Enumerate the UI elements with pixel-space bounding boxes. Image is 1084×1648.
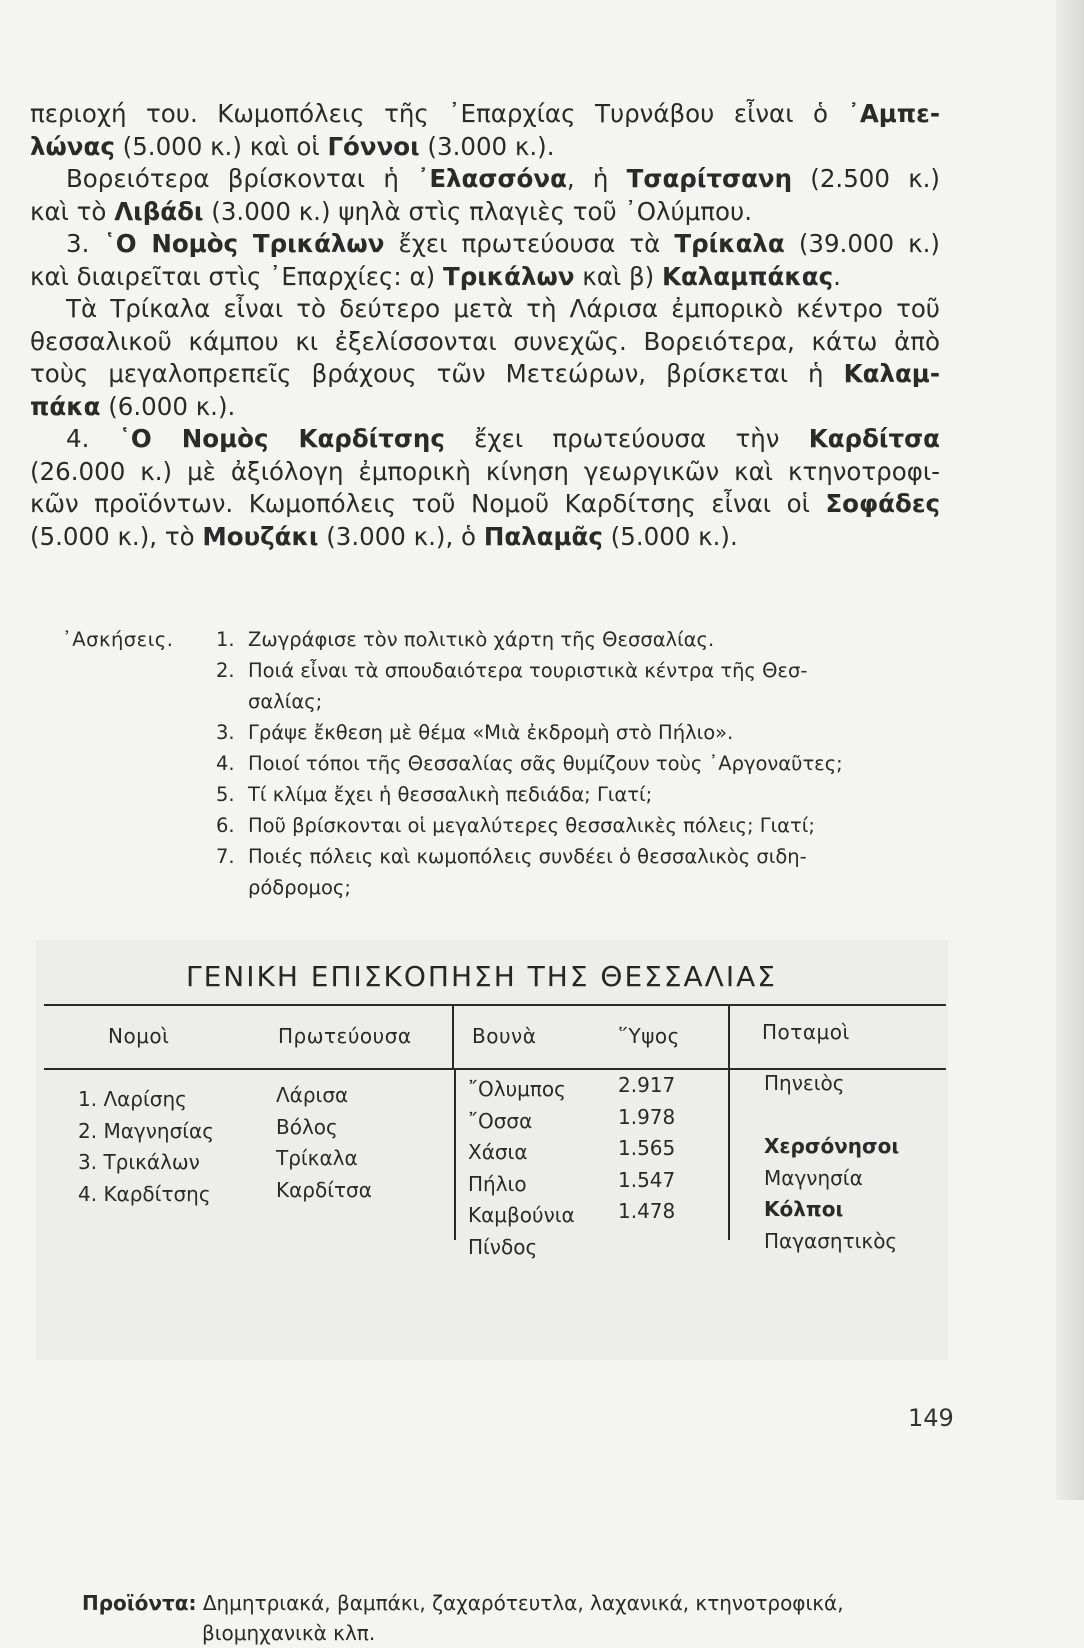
text-line: Βορειότερα βρίσκονται ἡ ᾿Ελασσόνα, ἡ Τσαρίτσανη (2.500 κ.) (66, 164, 940, 193)
list-item: Καρδίτσα (276, 1177, 372, 1202)
text-line: πάκα (6.000 κ.). (30, 391, 236, 421)
header-prefectures: Νομοὶ (108, 1024, 170, 1048)
prefectures-column (78, 1084, 214, 1210)
summary-title: ΓΕΝΙΚΗ ΕΠΙΣΚΟΠΗΣΗ ΤΗΣ ΘΕΣΣΑΛΙΑΣ (186, 960, 777, 993)
header-mountains: Βουνὰ (472, 1024, 537, 1048)
table-divider (728, 1068, 730, 1240)
list-item: Πήλιο (468, 1171, 527, 1196)
text-line: (5.000 κ.), τὸ Μουζάκι (3.000 κ.), ὁ Παλαμᾶς (5.000 κ.). (30, 521, 738, 551)
gulf-name: Παγασητικὸς (764, 1228, 898, 1253)
spacer (764, 1100, 899, 1132)
list-item: 2. Μαγνησίας (78, 1118, 214, 1143)
peninsula-name: Μαγνησία (764, 1165, 863, 1190)
list-item: 1. Λαρίσης (78, 1087, 187, 1111)
products-line-1: Προϊόντα: Δημητριακά, βαμπάκι, ζαχαρότευτλα, λαχανικά, κτηνοτροφικά, (82, 1591, 844, 1615)
capitals-column (276, 1080, 372, 1206)
exercises-title: ᾿Ασκήσεις. (62, 628, 174, 651)
text-line: (26.000 κ.) μὲ ἀξιόλογη ἐμπορικὴ κίνηση γεωργικῶν καὶ κτηνοτροφι- (30, 456, 940, 486)
list-item: ῎Οσσα (468, 1108, 533, 1133)
paragraph (30, 98, 940, 163)
list-item: Πίνδος (468, 1234, 538, 1259)
table-divider (452, 1004, 454, 1068)
exercise-item (216, 748, 916, 779)
table-top-rule (44, 1004, 946, 1006)
exercise-number: 3. (216, 721, 235, 744)
list-item: Βόλος (276, 1114, 338, 1139)
book-spine-shadow (1056, 0, 1084, 1500)
list-item: 2.917 (618, 1073, 676, 1097)
exercise-item (216, 841, 916, 903)
header-capital: Πρωτεύουσα (278, 1024, 412, 1048)
exercise-number: 6. (216, 814, 235, 837)
exercise-item (216, 655, 916, 717)
list-item: Λάρισα (276, 1083, 349, 1107)
table-divider (454, 1068, 456, 1240)
exercise-item (216, 717, 916, 748)
exercise-text: Ποιοί τόποι τῆς Θεσσαλίας σᾶς θυμίζουν τοὺς ᾿Αργοναῦτες; (248, 752, 843, 775)
list-item: 3. Τρικάλων (78, 1150, 200, 1174)
list-item: 1.978 (618, 1104, 676, 1129)
text-line: τοὺς μεγαλοπρεπεῖς βράχους τῶν Μετεώρων, βρίσκεται ἡ Καλαμ- (30, 359, 940, 388)
text-line: 3. ῾Ο Νομὸς Τρικάλων ἔχει πρωτεύουσα τὰ Τρίκαλα (39.000 κ.) (66, 229, 940, 258)
paragraph (30, 293, 940, 423)
exercise-text: Ζωγράφισε τὸν πολιτικὸ χάρτη τῆς Θεσσαλίας. (248, 628, 715, 651)
table-divider (728, 1004, 730, 1068)
paragraph (30, 163, 940, 228)
header-rivers: Ποταμοὶ (762, 1020, 850, 1044)
peninsulas-label: Χερσόνησοι (764, 1134, 900, 1158)
text-line: Τὰ Τρίκαλα εἶναι τὸ δεύτερο μετὰ τὴ Λάρισα ἐμπορικὸ κέντρο τοῦ (66, 294, 940, 323)
list-item: ῎Ολυμπος (468, 1077, 566, 1101)
text-line: λώνας (5.000 κ.) καὶ οἱ Γόννοι (3.000 κ.). (30, 131, 555, 161)
exercise-text: σαλίας; (248, 690, 323, 713)
exercise-number: 1. (216, 628, 235, 651)
exercise-text: Ποῦ βρίσκονται οἱ μεγαλύτερες θεσσαλικὲς πόλεις; Γιατί; (248, 814, 815, 837)
page-number: 149 (908, 1404, 954, 1432)
list-item: Χάσια (468, 1140, 528, 1164)
exercise-number: 5. (216, 783, 235, 806)
body-text (30, 98, 940, 553)
text-line: κῶν προϊόντων. Κωμοπόλεις τοῦ Νομοῦ Καρδίτσης εἶναι οἱ Σοφάδες (30, 489, 940, 518)
list-item: 4. Καρδίτσης (78, 1181, 211, 1206)
exercise-item (216, 624, 916, 655)
mountains-column (468, 1074, 575, 1263)
text-line: καὶ διαιρεῖται στὶς ᾿Επαρχίες: α) Τρικάλων καὶ β) Καλαμπάκας. (30, 261, 841, 291)
exercise-text: Τί κλίμα ἔχει ἡ θεσσαλικὴ πεδιάδα; Γιατί; (248, 783, 653, 806)
gulfs-label: Κόλποι (764, 1197, 844, 1221)
list-item: 1.565 (618, 1136, 676, 1160)
exercise-text: ρόδρομος; (248, 876, 351, 899)
river-name: Πηνειὸς (764, 1071, 845, 1095)
products-line-2: βιομηχανικὰ κλπ. (202, 1621, 376, 1645)
exercise-number: 4. (216, 752, 235, 775)
products-label: Προϊόντα: (82, 1591, 197, 1615)
text-line: περιοχή του. Κωμοπόλεις τῆς ᾿Επαρχίας Τυρνάβου εἶναι ὁ ᾿Αμπε- (30, 99, 940, 128)
exercise-item (216, 810, 916, 841)
text-line: θεσσαλικοῦ κάμπου κι ἐξελίσσονται συνεχῶς. Βορειότερα, κάτω ἀπὸ (30, 326, 940, 356)
exercise-text: Ποιές πόλεις καὶ κωμοπόλεις συνδέει ὁ θεσσαλικὸς σιδη- (248, 845, 807, 868)
paragraph (30, 423, 940, 553)
exercise-text: Γράψε ἔκθεση μὲ θέμα «Μιὰ ἐκδρομὴ στὸ Πήλιο». (248, 721, 734, 744)
exercise-item (216, 779, 916, 810)
rivers-column (764, 1068, 899, 1257)
list-item: 1.547 (618, 1167, 676, 1192)
paragraph (30, 228, 940, 293)
text-line: 4. ῾Ο Νομὸς Καρδίτσης ἔχει πρωτεύουσα τὴν Καρδίτσα (66, 424, 940, 453)
exercise-text: Ποιά εἶναι τὰ σπουδαιότερα τουριστικὰ κέντρα τῆς Θεσ- (248, 659, 808, 682)
exercise-number: 2. (216, 659, 235, 682)
exercises-list (216, 624, 916, 903)
list-item: Καμβούνια (468, 1203, 575, 1227)
list-item: 1.478 (618, 1199, 676, 1223)
heights-column (618, 1070, 675, 1228)
text-line: καὶ τὸ Λιβάδι (3.000 κ.) ψηλὰ στὶς πλαγιὲς τοῦ ᾿Ολύμπου. (30, 196, 752, 226)
products-note (82, 1588, 844, 1648)
exercise-number: 7. (216, 845, 235, 868)
list-item: Τρίκαλα (276, 1146, 358, 1170)
header-height: ῞Υψος (618, 1024, 680, 1048)
